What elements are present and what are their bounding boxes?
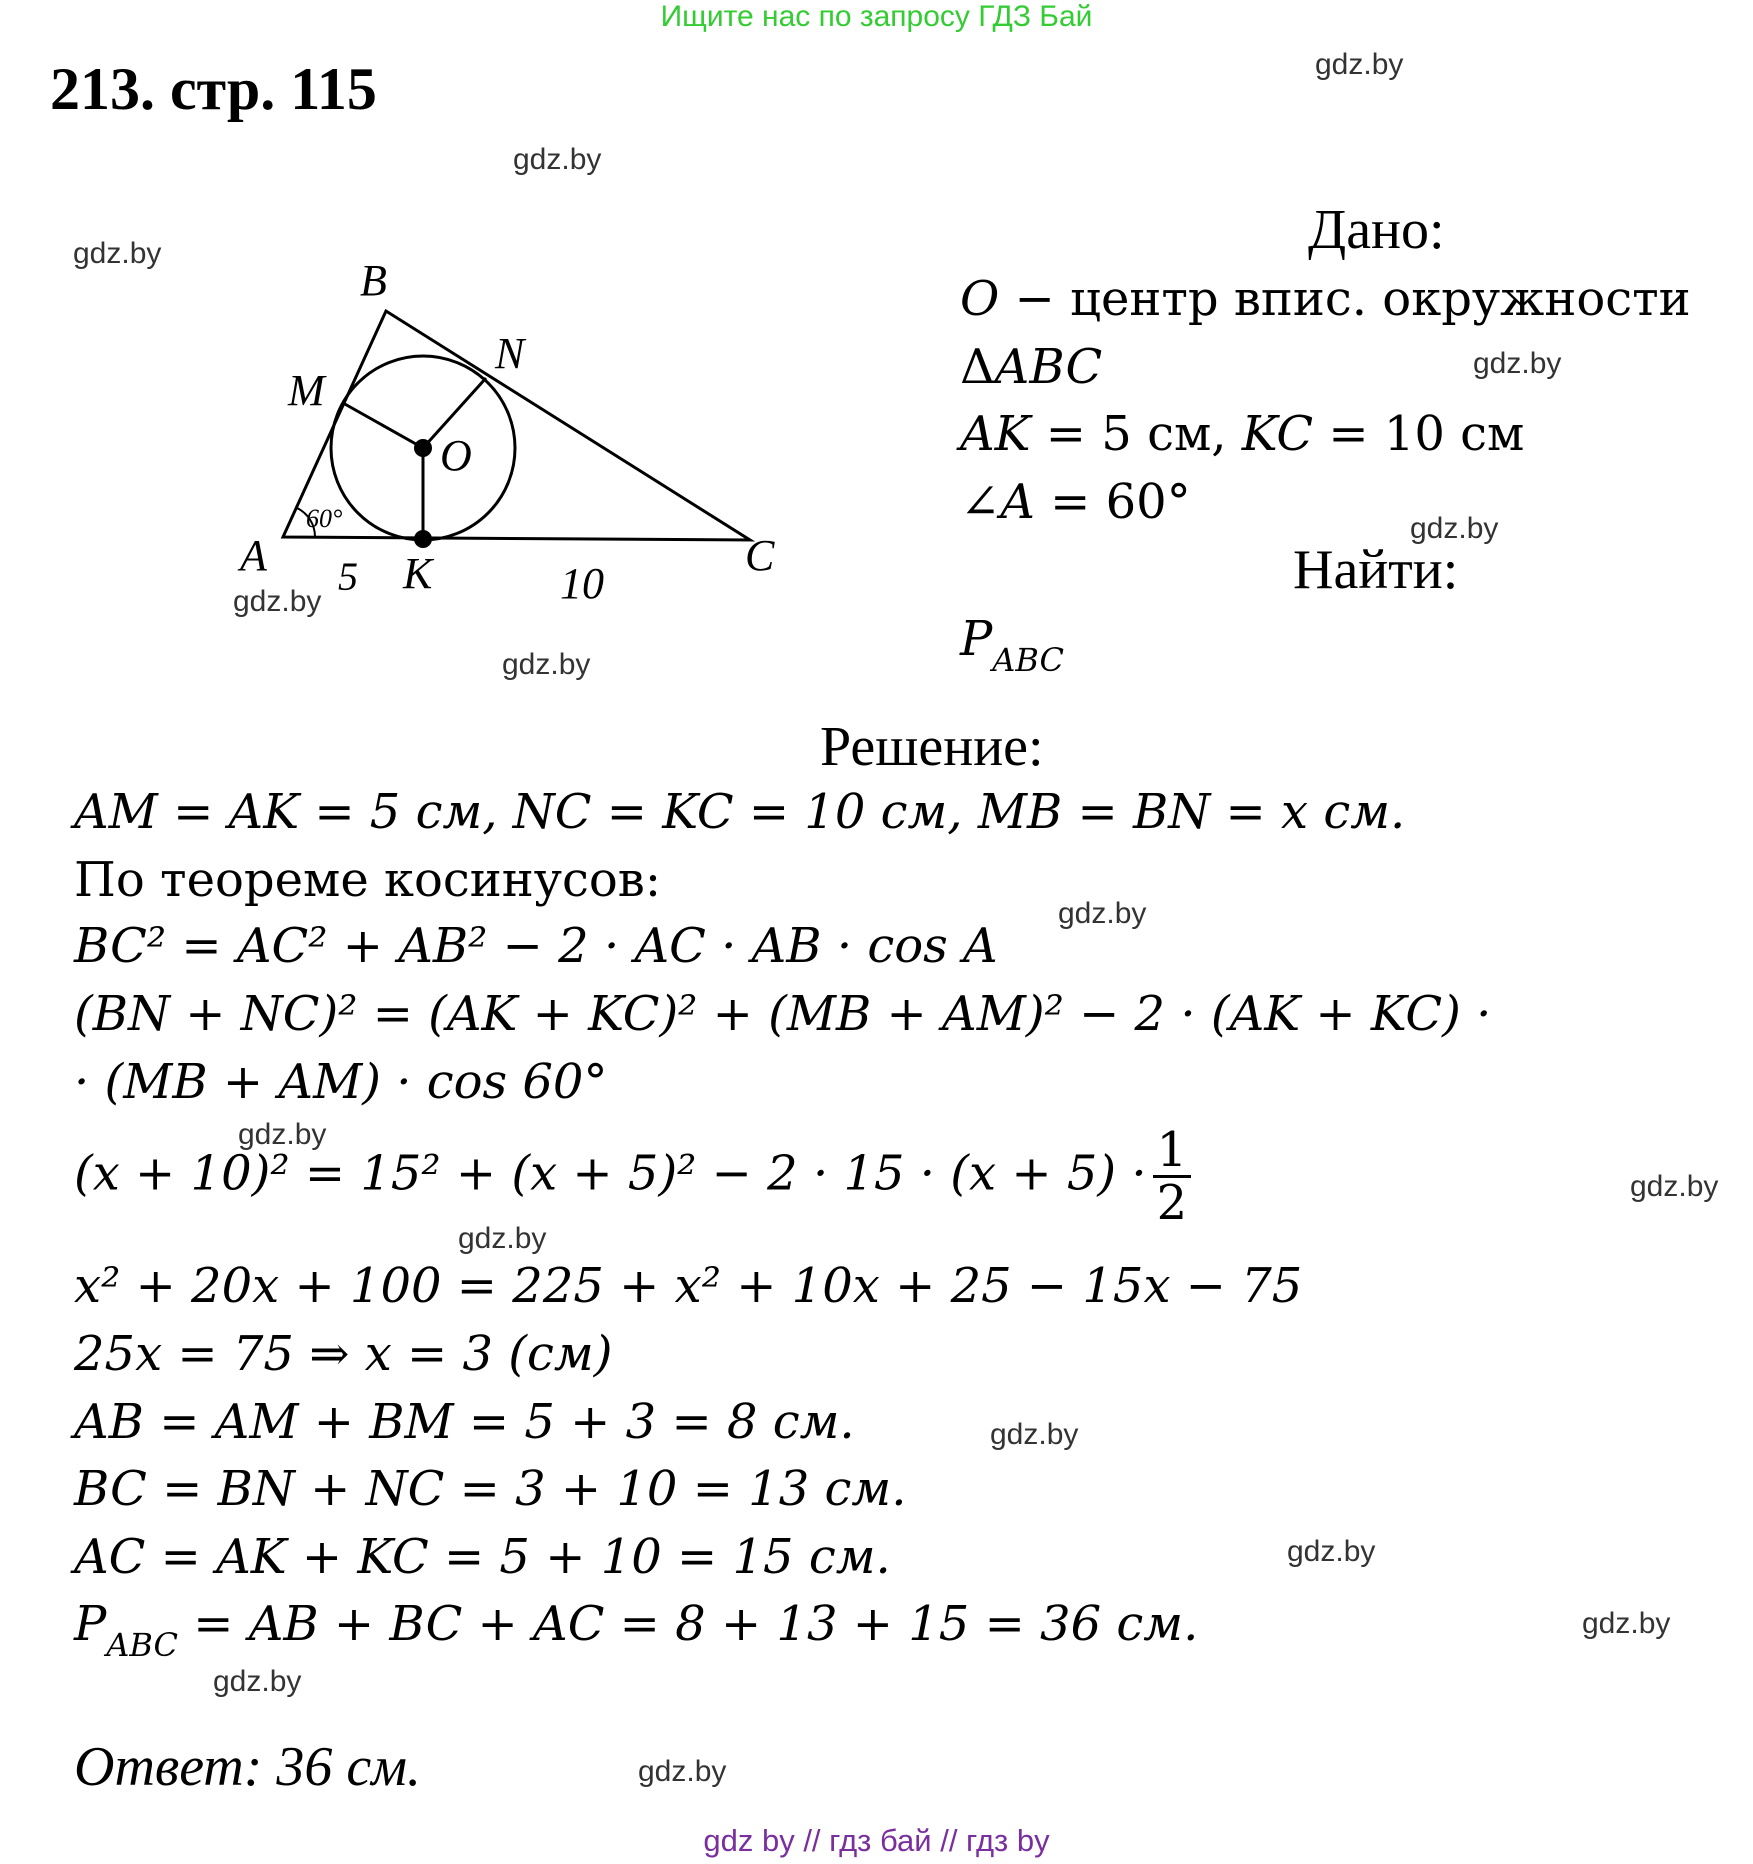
label-kc-length: 10 xyxy=(560,559,604,608)
radius-om xyxy=(343,403,423,448)
label-angle-60: 60° xyxy=(306,504,343,533)
search-banner: Ищите нас по запросу ГДЗ Бай xyxy=(660,0,1093,33)
given-title: Дано: xyxy=(1308,199,1445,261)
watermark: gdz.by xyxy=(73,237,162,270)
watermark: gdz.by xyxy=(213,1665,302,1698)
triangle-incircle-figure xyxy=(220,250,800,620)
watermark: gdz.by xyxy=(1287,1535,1376,1568)
solution-line: · (MB + AM) · cos 60° xyxy=(74,1054,608,1110)
label-k: K xyxy=(403,549,433,598)
solution-line: AC = AK + KC = 5 + 10 = 15 см. xyxy=(74,1529,891,1585)
solution-line: BC² = AC² + AB² − 2 · AC · AB · cos A xyxy=(74,918,998,974)
solution-line: x² + 20x + 100 = 225 + x² + 10x + 25 − 15x − 75 xyxy=(74,1258,1303,1314)
watermark: gdz.by xyxy=(1058,897,1147,930)
solution-line: (BN + NC)² = (AK + KC)² + (MB + AM)² − 2 · (AK + KC) · xyxy=(74,986,1492,1042)
fraction-one-half: $\frac{1}{2}$ xyxy=(1153,1125,1192,1229)
watermark: gdz.by xyxy=(638,1755,727,1788)
watermark: gdz.by xyxy=(458,1222,547,1255)
label-a: A xyxy=(240,531,267,580)
solution-line: 25x = 75 ⇒ x = 3 (см) xyxy=(74,1326,613,1382)
watermark: gdz.by xyxy=(1473,347,1562,380)
solution-line: $P_{ABC}$ = AB + BC + AC = 8 + 13 + 15 = 36 см. xyxy=(74,1596,1199,1664)
solution-line: (x + 10)² = 15² + (x + 5)² − 2 · 15 · (x + 5) · $\frac{1}{2}$ xyxy=(74,1125,1191,1229)
label-b: B xyxy=(360,256,387,305)
solution-title: Решение: xyxy=(820,716,1044,778)
watermark: gdz.by xyxy=(233,585,322,618)
watermark: gdz.by xyxy=(238,1118,327,1151)
find-perimeter: $P_{ABC}$ xyxy=(960,611,1064,679)
label-n: N xyxy=(495,329,525,378)
solution-line: AB = AM + BM = 5 + 3 = 8 см. xyxy=(74,1394,855,1450)
solution-line: AM = AK = 5 см, NC = KC = 10 см, MB = BN = x см. xyxy=(74,784,1406,840)
label-m: M xyxy=(288,366,325,415)
find-title: Найти: xyxy=(1293,539,1459,601)
answer-line: Ответ: 36 см. xyxy=(74,1736,421,1798)
watermark: gdz.by xyxy=(1315,48,1404,81)
watermark: gdz.by xyxy=(1582,1607,1671,1640)
watermark: gdz.by xyxy=(513,143,602,176)
watermark: gdz.by xyxy=(502,648,591,681)
watermark: gdz.by xyxy=(1630,1170,1719,1203)
given-center: O − центр впис. окружности xyxy=(960,271,1691,327)
given-segments: AK = 5 см, KC = 10 см xyxy=(960,406,1525,462)
solution-line: BC = BN + NC = 3 + 10 = 13 см. xyxy=(74,1461,907,1517)
label-c: C xyxy=(745,531,775,580)
center-point-o xyxy=(414,439,432,457)
footer-links: gdz by // гдз бай // гдз by xyxy=(703,1823,1050,1858)
given-triangle: ΔABC xyxy=(960,339,1103,395)
exercise-heading: 213. стр. 115 xyxy=(50,56,377,122)
solution-line: По теореме косинусов: xyxy=(74,852,661,908)
label-ak-length: 5 xyxy=(338,554,358,599)
tangent-point-k xyxy=(414,530,432,548)
watermark: gdz.by xyxy=(1410,512,1499,545)
label-o: O xyxy=(440,431,472,480)
watermark: gdz.by xyxy=(990,1418,1079,1451)
given-angle: ∠A = 60° xyxy=(960,474,1191,530)
